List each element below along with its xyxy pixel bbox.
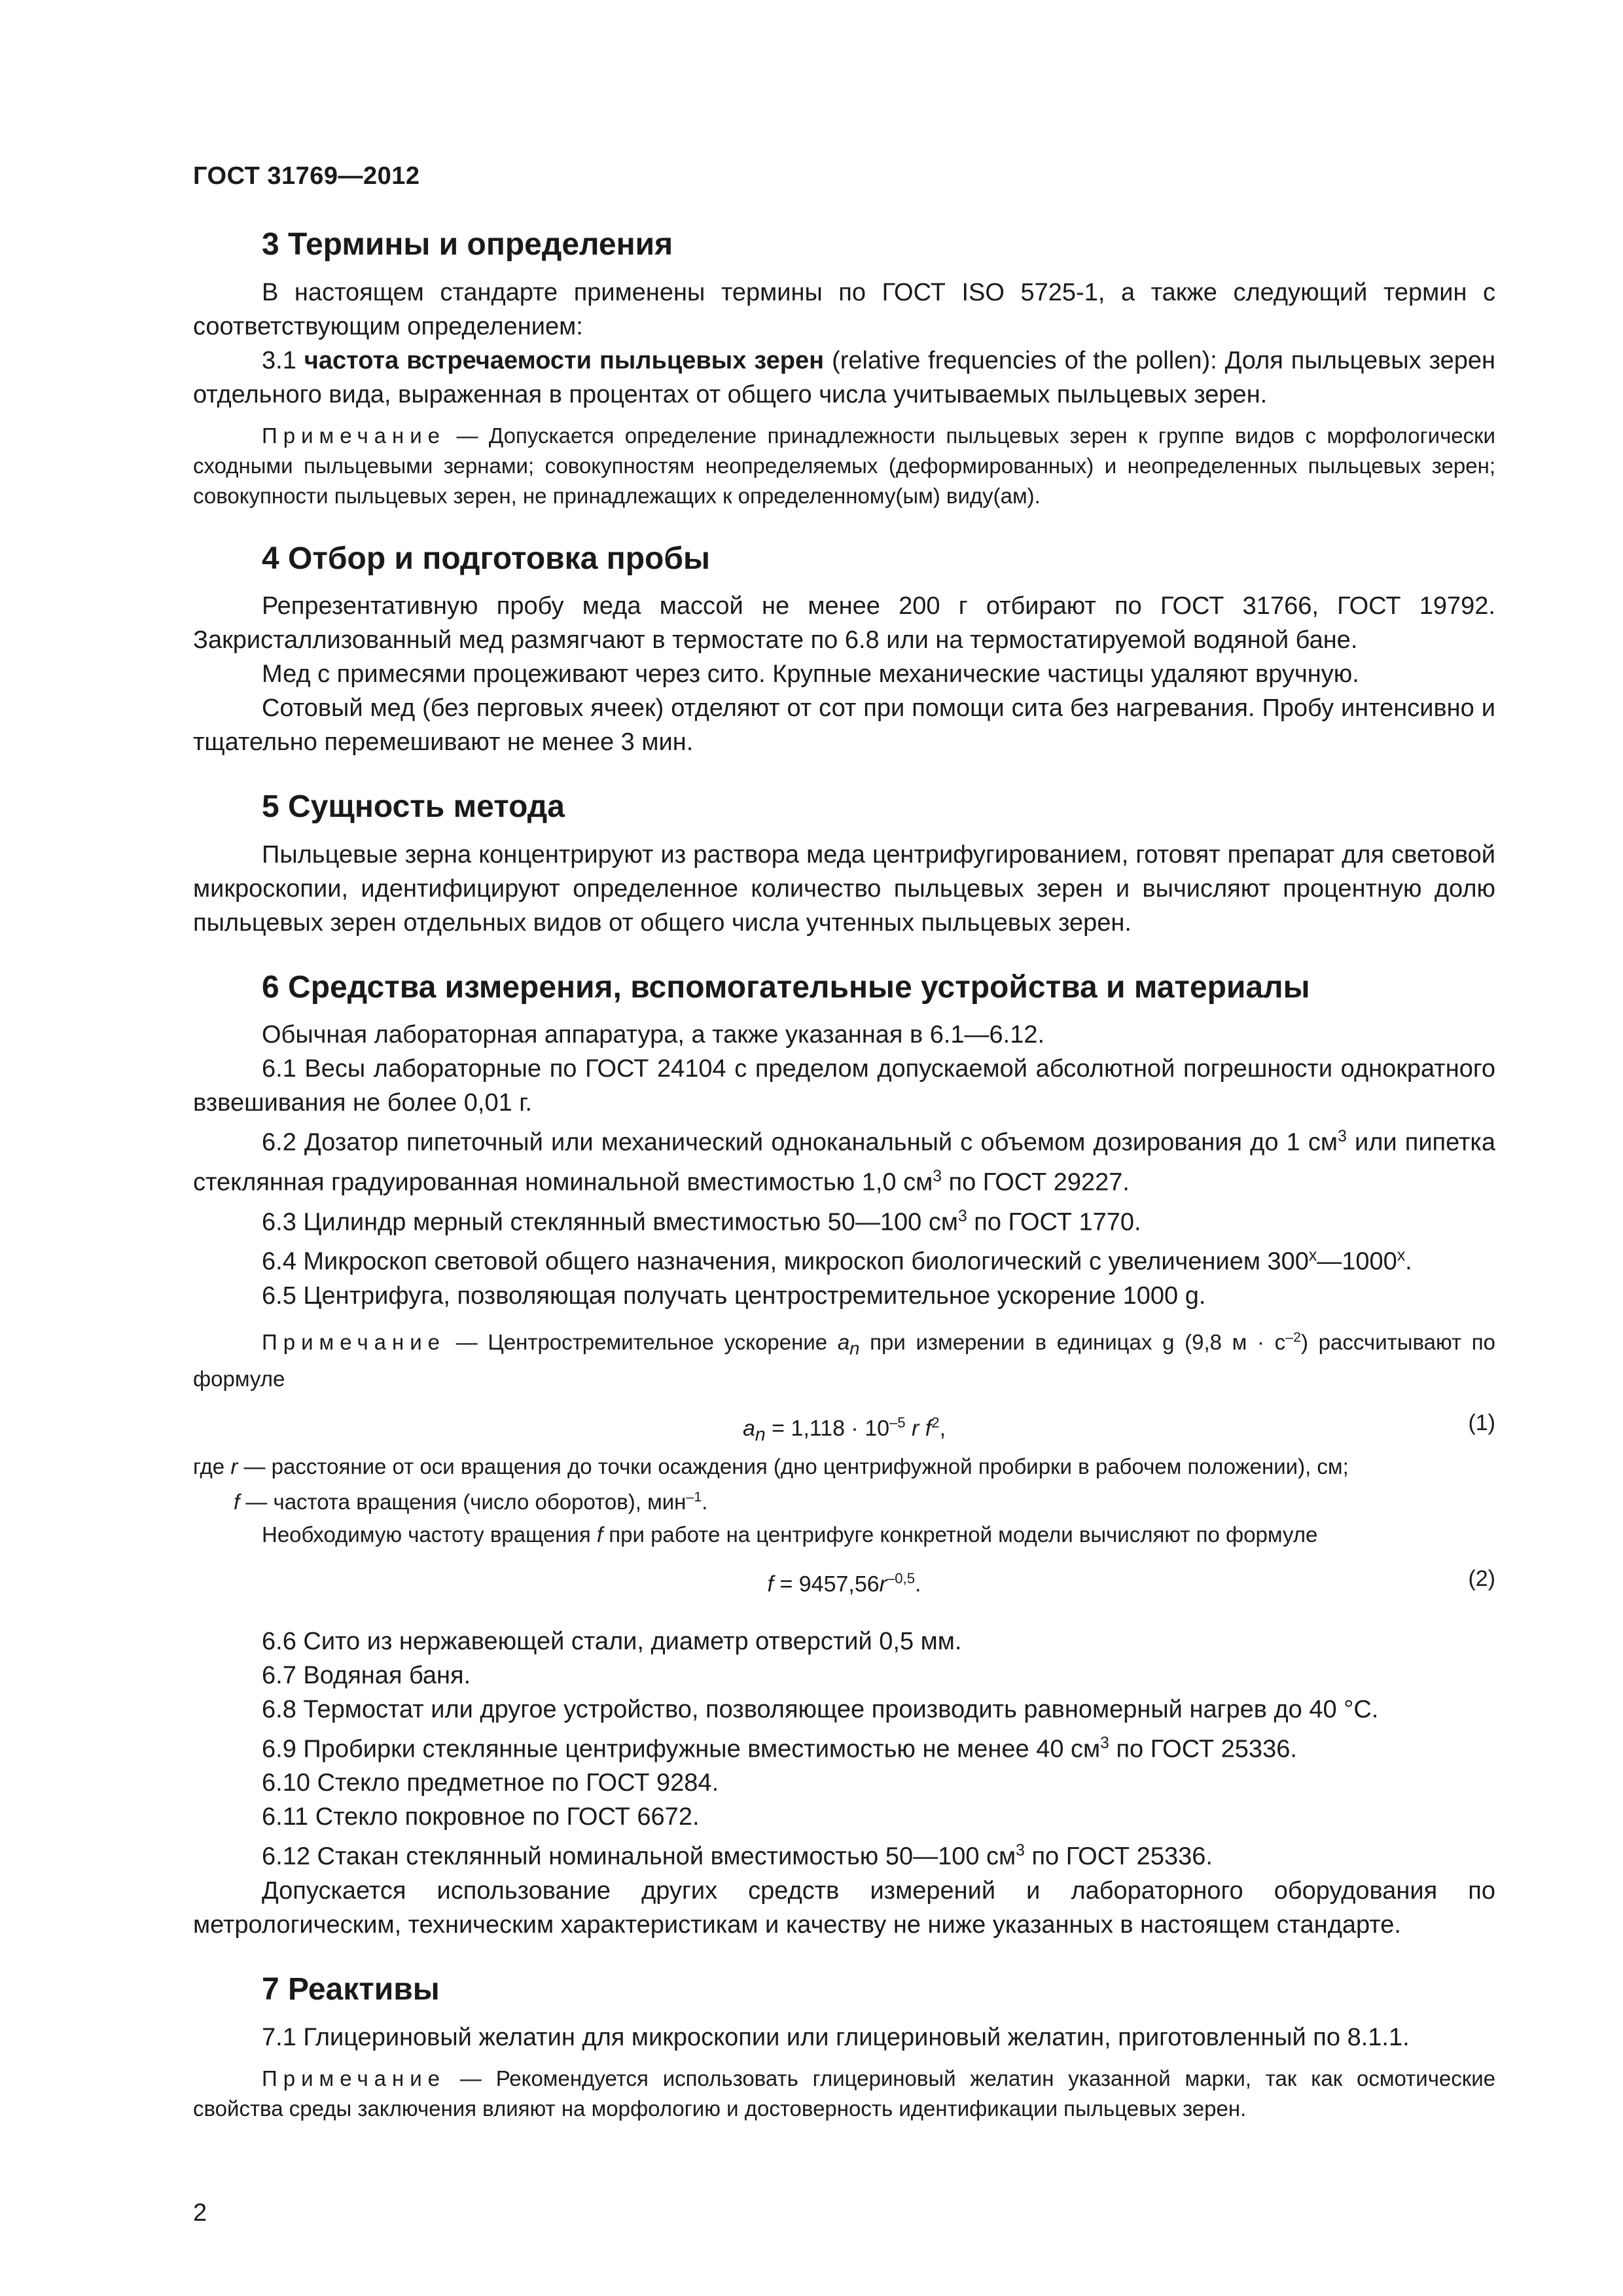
- page-number: 2: [193, 2199, 207, 2227]
- section-7: [193, 1971, 1495, 2124]
- item-6-8: 6.8 Термостат или другое устройство, позволяющее производить равномерный нагрев до 40 °С.: [262, 1695, 1379, 1723]
- formula-legend-f: f — частота вращения (число оборотов), мин$^{-1}$.: [234, 1488, 708, 1514]
- document-code: ГОСТ 31769—2012: [193, 162, 420, 190]
- note-3: Примечание — Допускается определение принадлежности пыльцевых зерен к группе видов с морфологически сходными пыльцевыми зернами; совокупностям неопределяемых (деформированных) и неопределенных пыльцевых зерен; совокупности пыльцевых зерен, не принадлежащих к определенному(ым) виду(ам).: [193, 423, 1495, 508]
- item-6-9: 6.9 Пробирки стеклянные центрифужные вместимостью не менее 40 $см^3$ по ГОСТ 25336.: [262, 1734, 1297, 1763]
- section-3: [193, 226, 1495, 511]
- section-4-p2: Мед с примесями процеживают через сито. Крупные механические частицы удаляют вручную.: [262, 660, 1359, 689]
- item-6-4: 6.4 Микроскоп световой общего назначения, микроскоп биологический с увеличением 300$^x$—1000$^x$.: [262, 1247, 1412, 1276]
- section-5-title: 5 Сущность метода: [262, 789, 565, 825]
- note-7: Примечание — Рекомендуется использовать глицериновый желатин указанной марки, так как осмотические свойства среды заключения влияют на морфологию и достоверность идентификации пыльцевых зерен.: [193, 2066, 1495, 2121]
- item-7-1: 7.1 Глицериновый желатин для микроскопии или глицериновый желатин, приготовленный по 8.1.1.: [262, 2023, 1410, 2051]
- item-6-11: 6.11 Стекло покровное по ГОСТ 6672.: [262, 1803, 700, 1831]
- item-6-7: 6.7 Водяная баня.: [262, 1661, 471, 1689]
- section-3-intro: В настоящем стандарте применены термины по ГОСТ ISO 5725-1, а также следующий термин с соответствующим определением:: [193, 278, 1495, 340]
- section-6-outro: Допускается использование других средств измерений и лабораторного оборудования по метрологическим, техническим характеристикам и качеству не ниже указанных в настоящем стандарте.: [193, 1876, 1495, 1939]
- item-6-10: 6.10 Стекло предметное по ГОСТ 9284.: [262, 1769, 719, 1797]
- note-6: Примечание — Центростремительное ускорение $a_n$ при измерении в единицах g (9,8 $м \cdot с^{-2}$) рассчитывают по формуле: [193, 1329, 1496, 1391]
- item-6-2: 6.2 Дозатор пипеточный или механический одноканальный с объемом дозирования до 1 $см^3$ или пипетка стеклянная градуированная номинальной вместимостью 1,0 $см^3$ по ГОСТ 29227.: [193, 1128, 1496, 1196]
- item-6-1: 6.1 Весы лабораторные по ГОСТ 24104 с пределом допускаемой абсолютной погрешности однократного взвешивания не более 0,01 г.: [193, 1055, 1495, 1117]
- term-3-1: 3.1 частота встречаемости пыльцевых зерен (relative frequencies of the pollen): Доля пыльцевых зерен отдельного вида, выраженная в процентах от общего числа учитываемых пыльцевых зерен.: [193, 346, 1495, 408]
- section-5-p1: Пыльцевые зерна концентрируют из раствора меда центрифугированием, готовят препарат для световой микроскопии, идентифицируют определенное количество пыльцевых зерен и вычисляют процентную долю пыльцевых зерен отдельных видов от общего числа учтенных пыльцевых зерен.: [193, 840, 1495, 937]
- item-6-12: 6.12 Стакан стеклянный номинальной вместимостью 50—100 $см^3$ по ГОСТ 25336.: [262, 1842, 1213, 1871]
- section-3-title: 3 Термины и определения: [262, 227, 673, 262]
- section-6-title: 6 Средства измерения, вспомогательные устройства и материалы: [262, 969, 1310, 1005]
- section-6-intro: Обычная лабораторная аппаратура, а также указанная в 6.1—6.12.: [262, 1021, 1045, 1049]
- section-7-title: 7 Реактивы: [262, 1971, 440, 2007]
- section-5: [193, 788, 1495, 940]
- document-body: [193, 226, 1495, 2153]
- formula-2-number: (2): [1468, 1566, 1495, 1591]
- section-4: [193, 540, 1495, 760]
- formula-legend-r: где r — расстояние от оси вращения до точки осаждения (дно центрифужной пробирки в рабочем положении), см;: [193, 1454, 1349, 1479]
- formula-1: $a_n = 1,118 \cdot 10^{-5}$ r $f^2$, (1): [193, 1403, 1495, 1443]
- formula-2-intro: Необходимую частоту вращения f при работе на центрифуге конкретной модели вычисляют по формуле: [262, 1522, 1318, 1547]
- section-4-title: 4 Отбор и подготовка пробы: [262, 541, 711, 576]
- item-6-5: 6.5 Центрифуга, позволяющая получать центростремительное ускорение 1000 g.: [262, 1282, 1206, 1310]
- item-6-3: 6.3 Цилиндр мерный стеклянный вместимостью 50—100 $см^3$ по ГОСТ 1770.: [262, 1207, 1141, 1236]
- section-4-p1: Репрезентативную пробу меда массой не менее 200 г отбирают по ГОСТ 31766, ГОСТ 19792. Закристаллизованный мед размягчают в термостате по 6.8 или на термостатируемой водяной бане.: [193, 592, 1495, 655]
- section-4-p3: Сотовый мед (без перговых ячеек) отделяют от сот при помощи сита без нагревания. Пробу интенсивно и тщательно перемешивают не менее 3 мин.: [193, 694, 1495, 757]
- formula-2: $f = 9457,56r^{-0,5}$. (2): [193, 1559, 1495, 1598]
- section-6: [193, 969, 1495, 1942]
- term-name: частота встречаемости пыльцевых зерен: [304, 346, 825, 374]
- formula-1-number: (1): [1468, 1410, 1495, 1435]
- item-6-6: 6.6 Сито из нержавеющей стали, диаметр отверстий 0,5 мм.: [262, 1627, 962, 1655]
